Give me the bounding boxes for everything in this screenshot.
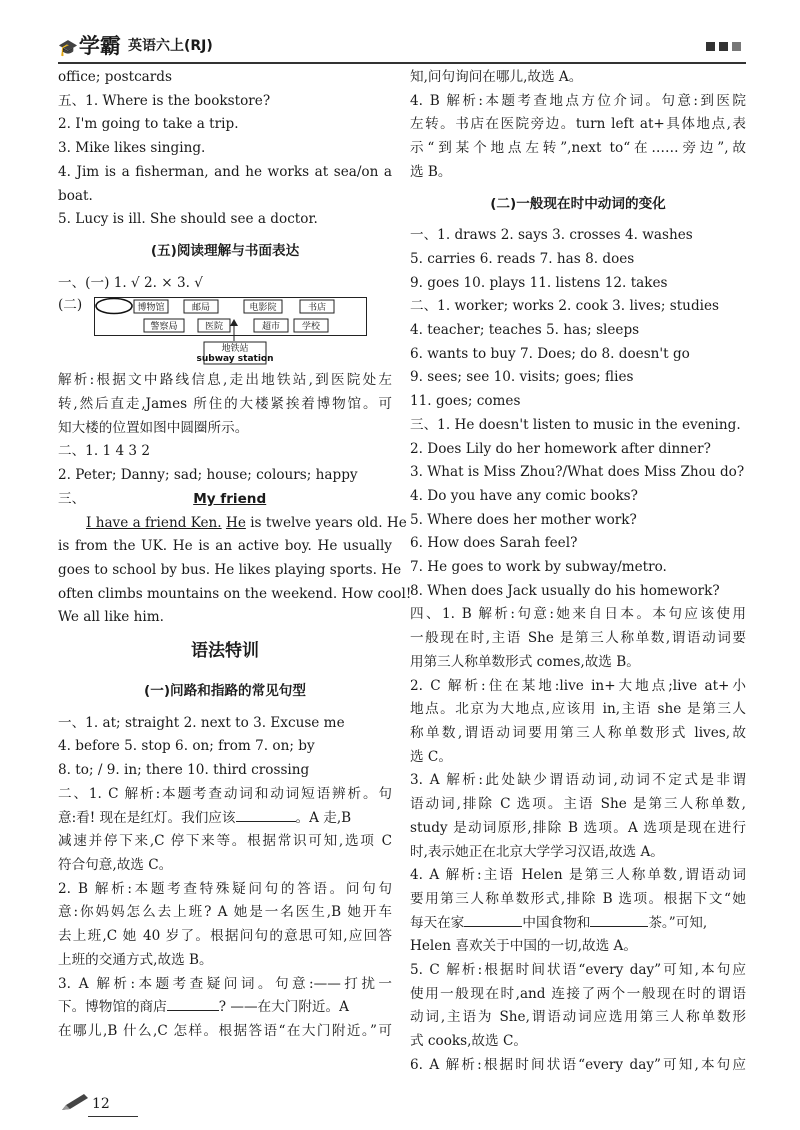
explanation-line: Helen 喜欢关于中国的一切,故选 A。 bbox=[410, 938, 637, 955]
explanation-line: 示“到某个地点左转”,next to“在……旁边”,故 bbox=[410, 140, 746, 157]
answer-line: 7. He goes to work by subway/metro. bbox=[410, 559, 667, 576]
explanation-line: 意:你妈妈怎么去上班? A 她是一名医生,B 她开车 bbox=[58, 904, 392, 921]
explanation-line: 地点。北京为大地点,应该用 in,主语 she 是第三人 bbox=[410, 701, 746, 718]
answer-line: 8. When does Jack usually do his homework? bbox=[410, 582, 720, 599]
page-number: 12 bbox=[92, 1096, 110, 1112]
answer-line: 9. goes 10. plays 11. listens 12. takes bbox=[410, 274, 668, 291]
essay-title: My friend bbox=[193, 490, 267, 507]
answer-line: 5. Lucy is ill. She should see a doctor. bbox=[58, 211, 318, 228]
explanation-line: 上班的交通方式,故选 B。 bbox=[58, 951, 213, 968]
explanation-line: 5. C 解析:根据时间状语“every day”可知,本句应 bbox=[410, 962, 746, 979]
brand-logo: 🎓学霸 bbox=[58, 34, 121, 58]
answer-line: 5. Where does her mother work? bbox=[410, 511, 637, 528]
answer-line: 11. goes; comes bbox=[410, 393, 521, 410]
explanation-line: 2. B 解析:本题考查特殊疑问句的答语。问句句 bbox=[58, 880, 392, 897]
explanation-line: 3. A 解析:本题考查疑问词。句意:——打扰一 bbox=[58, 975, 392, 992]
map-box-school: 学校 bbox=[301, 322, 321, 333]
explanation-line: 4. B 解析:本题考查地点方位介词。句意:到医院 bbox=[410, 92, 746, 109]
up-arrow-icon bbox=[230, 319, 238, 326]
explanation-line: 知大楼的位置如图中圆圈所示。 bbox=[58, 419, 249, 436]
answer-line: 6. wants to buy 7. Does; do 8. doesn't go bbox=[410, 345, 690, 362]
map-box-bookstore: 书店 bbox=[307, 303, 327, 314]
section-title: (一)问路和指路的常见句型 bbox=[144, 683, 306, 700]
pencil-icon bbox=[60, 1092, 90, 1114]
explanation-line: 用第三人称单数形式 comes,故选 B。 bbox=[410, 653, 640, 670]
header-square-icon bbox=[732, 42, 741, 51]
explanation-line: 每天在家 中国食物和 茶。”可知, bbox=[410, 914, 708, 931]
section-title: (五)阅读理解与书面表达 bbox=[150, 242, 300, 259]
explanation-line: 去上班,C 她 40 岁了。根据问句的意思可知,应回答 bbox=[58, 928, 392, 945]
section-title: (二)一般现在时中动词的变化 bbox=[490, 195, 666, 212]
answer-line: 2. Does Lily do her homework after dinner? bbox=[410, 440, 711, 457]
answer-line: 4. before 5. stop 6. on; from 7. on; by bbox=[58, 738, 315, 755]
explanation-line: 语动词,排除 C 选项。主语 She 是第三人称单数, bbox=[410, 796, 746, 813]
blank-line bbox=[590, 926, 648, 927]
essay-line: We all like him. bbox=[58, 609, 164, 626]
explanation-line: 符合句意,故选 C。 bbox=[58, 856, 173, 873]
explanation-line: 解析:根据文中路线信息,走出地铁站,到医院处左 bbox=[58, 372, 392, 389]
map-box-museum: 博物馆 bbox=[137, 303, 165, 314]
explanation-line: 转,然后直走,James 所住的大楼紧挨着博物馆。可 bbox=[58, 396, 392, 413]
underlined-text: I have a friend Ken. bbox=[86, 514, 222, 531]
answer-line: 4. Jim is a fisherman, and he works at sea/on a bbox=[58, 163, 392, 180]
explanation-line: 四、1. B 解析:句意:她来自日本。本句应该使用 bbox=[410, 606, 746, 623]
answer-line: 8. to; / 9. in; there 10. third crossing bbox=[58, 762, 310, 779]
chapter-title: 语法特训 bbox=[191, 641, 259, 662]
blank-line bbox=[167, 1010, 219, 1011]
left-column bbox=[58, 66, 412, 1044]
explanation-line: 式 cooks,故选 C。 bbox=[410, 1033, 527, 1050]
header-square-icon bbox=[719, 42, 728, 51]
essay-line: goes to school by bus. He likes playing sports. He bbox=[58, 561, 402, 578]
answer-line: 二、1. worker; works 2. cook 3. lives; studies bbox=[410, 298, 720, 315]
answer-line: 一、1. draws 2. says 3. crosses 4. washes bbox=[410, 227, 693, 244]
page-header bbox=[58, 30, 746, 60]
answer-line: 五、1. Where is the bookstore? bbox=[58, 92, 271, 109]
explanation-line: 动词,主语为 She,谓语动词应选用第三人称单数形 bbox=[410, 1009, 746, 1026]
right-column bbox=[410, 66, 746, 1078]
answer-line: 3. What is Miss Zhou?/What does Miss Zhou do? bbox=[410, 464, 745, 481]
route-map bbox=[58, 295, 392, 369]
footer-divider bbox=[88, 1116, 138, 1117]
map-box-hospital: 医院 bbox=[204, 322, 224, 333]
essay-line: is from the UK. He is an active boy. He usually bbox=[58, 538, 392, 555]
explanation-line: 下。博物馆的商店 ? ——在大门附近。A bbox=[58, 999, 349, 1016]
explanation-line: 3. A 解析:此处缺少谓语动词,动词不定式是非谓 bbox=[410, 772, 746, 789]
answer-line: 2. Peter; Danny; sad; house; colours; happy bbox=[58, 467, 358, 484]
answer-line: 三、1. He doesn't listen to music in the evening. bbox=[410, 416, 741, 433]
map-label: (二) bbox=[58, 297, 83, 314]
answer-line: 6. How does Sarah feel? bbox=[410, 535, 578, 552]
map-box-post-office: 邮局 bbox=[191, 303, 211, 314]
blank-line bbox=[464, 926, 522, 927]
explanation-line: 意:看! 现在是红灯。我们应该 。A 走,B bbox=[58, 809, 352, 826]
map-box-cinema: 电影院 bbox=[249, 303, 277, 314]
answer-line: 4. teacher; teaches 5. has; sleeps bbox=[410, 322, 640, 339]
explanation-line: 选 C。 bbox=[410, 748, 452, 765]
answer-line: 一、1. at; straight 2. next to 3. Excuse me bbox=[58, 714, 345, 731]
answer-line: 5. carries 6. reads 7. has 8. does bbox=[410, 250, 635, 267]
answer-line: boat. bbox=[58, 187, 93, 204]
explanation-line: 时,表示她正在北京大学学习汉语,故选 A。 bbox=[410, 843, 664, 860]
essay-heading-line: 三、 My friend bbox=[58, 490, 267, 507]
highlight-circle bbox=[96, 299, 132, 314]
essay-line: I have a friend Ken. He is twelve years old. He bbox=[86, 514, 407, 531]
subway-station-en: subway station bbox=[196, 354, 274, 365]
explanation-line: 知,问句询问在哪儿,故选 A。 bbox=[410, 69, 583, 85]
explanation-line: 左转。书店在医院旁边。turn left at+具体地点,表 bbox=[410, 116, 746, 133]
essay-line: often climbs mountains on the weekend. How cool! bbox=[58, 585, 412, 602]
map-box-police-station: 警察局 bbox=[150, 322, 178, 333]
answer-line: 4. Do you have any comic books? bbox=[410, 487, 638, 504]
answer-line: 9. sees; see 10. visits; goes; flies bbox=[410, 369, 634, 386]
route-map-diagram bbox=[94, 295, 368, 367]
graduation-cap-icon: 🎓 bbox=[58, 38, 78, 57]
blank-line bbox=[236, 821, 296, 822]
book-title: 英语六上(RJ) bbox=[128, 38, 213, 54]
explanation-line: 使用一般现在时,and 连接了两个一般现在时的谓语 bbox=[410, 985, 746, 1002]
subway-station-cn: 地铁站 bbox=[221, 344, 249, 355]
explanation-line: 2. C 解析:住在某地:live in+大地点;live at+小 bbox=[410, 677, 746, 694]
explanation-line: study 是动词原形,排除 B 选项。A 选项是现在进行 bbox=[410, 819, 746, 836]
explanation-line: 称单数,谓语动词要用第三人称单数形式 lives,故 bbox=[410, 724, 746, 741]
explanation-line: 要用第三人称单数形式,排除 B 选项。根据下文“她 bbox=[410, 890, 746, 907]
explanation-line: 减速并停下来,C 停下来等。根据常识可知,选项 C bbox=[58, 833, 392, 850]
explanation-line: 一般现在时,主语 She 是第三人称单数,谓语动词要 bbox=[410, 630, 746, 647]
map-box-supermarket: 超市 bbox=[261, 322, 281, 333]
explanation-line: 二、1. C 解析:本题考查动词和动词短语辨析。句 bbox=[58, 785, 392, 802]
explanation-line: 选 B。 bbox=[410, 163, 452, 180]
underlined-text: He bbox=[225, 514, 246, 531]
explanation-line: 4. A 解析:主语 Helen 是第三人称单数,谓语动词 bbox=[410, 867, 746, 884]
answer-line: 二、1. 1 4 3 2 bbox=[58, 443, 151, 460]
answer-line: office; postcards bbox=[58, 69, 172, 85]
answer-line: 一、(一) 1. √ 2. × 3. √ bbox=[58, 274, 203, 291]
explanation-line: 6. A 解析:根据时间状语“every day”可知,本句应 bbox=[410, 1056, 746, 1073]
answer-line: 3. Mike likes singing. bbox=[58, 140, 206, 157]
header-divider bbox=[58, 62, 746, 64]
answer-line: 2. I'm going to take a trip. bbox=[58, 116, 239, 133]
header-square-icon bbox=[706, 42, 715, 51]
explanation-line: 在哪儿,B 什么,C 怎样。根据答语“在大门附近。”可 bbox=[58, 1022, 392, 1039]
